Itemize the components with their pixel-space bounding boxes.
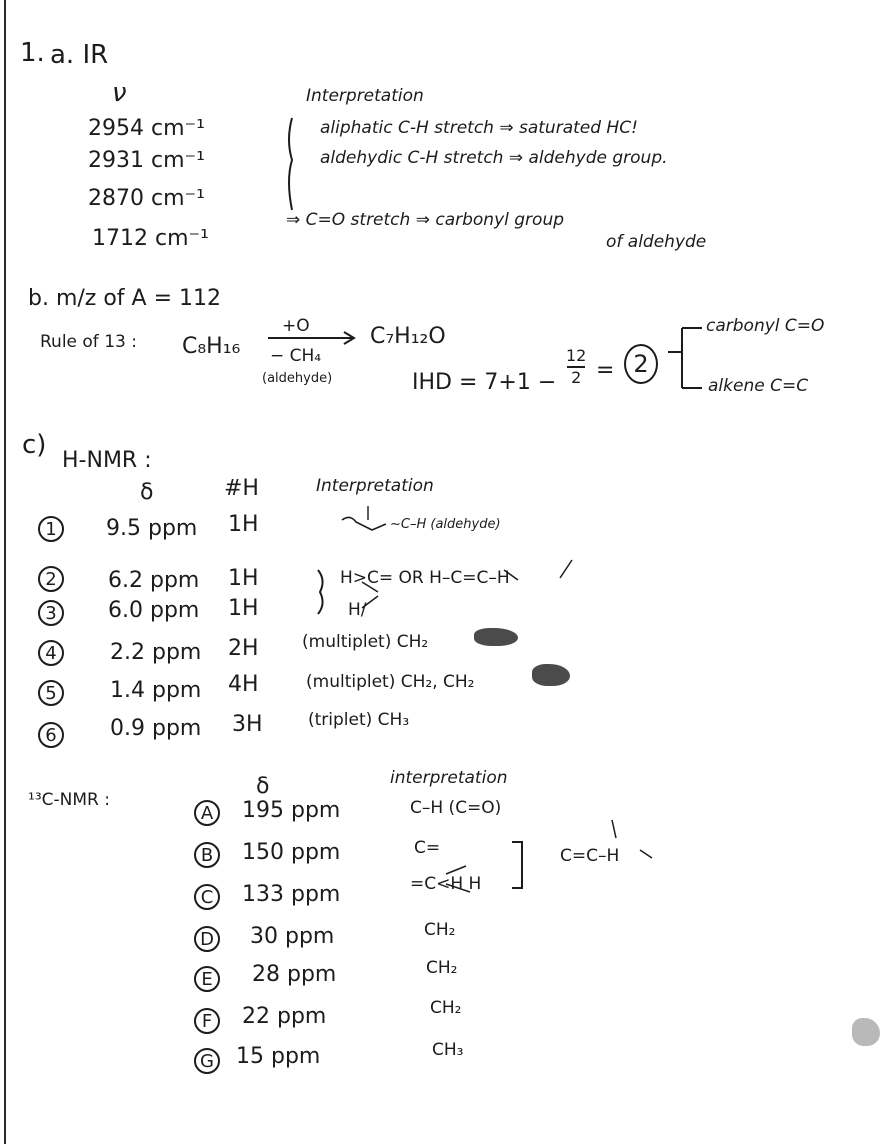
scribble-mark bbox=[474, 628, 518, 646]
arrow-top-label: +O bbox=[282, 316, 310, 336]
ir-interp-heading: Interpretation bbox=[306, 86, 424, 106]
ihd-fraction-num: 12 bbox=[566, 346, 587, 365]
hnmr-row-id: 6 bbox=[38, 722, 64, 748]
ir-interp-line: ⇒ C=O stretch ⇒ carbonyl group bbox=[286, 210, 565, 230]
hnmr-row-id: 5 bbox=[38, 680, 64, 706]
vinyl-sketch-2 bbox=[504, 560, 572, 580]
hnmr-ppm: 6.0 ppm bbox=[108, 598, 200, 623]
ir-peak: 2954 cm⁻¹ bbox=[88, 116, 205, 141]
part-c-label: c) bbox=[22, 430, 47, 460]
arrow-note: (aldehyde) bbox=[262, 371, 333, 386]
hnmr-interp: (multiplet) CH₂, CH₂ bbox=[306, 672, 475, 692]
ihd-branch bbox=[668, 328, 702, 388]
part-a-label: a. IR bbox=[50, 40, 109, 70]
hnmr-ppm: 6.2 ppm bbox=[108, 568, 200, 593]
c13-row-id: D bbox=[194, 926, 220, 952]
page-smudge bbox=[852, 1018, 880, 1046]
hnmr-col-delta: δ bbox=[140, 480, 154, 505]
hnmr-col-interp: Interpretation bbox=[316, 476, 434, 496]
nu-symbol: ν bbox=[112, 78, 127, 108]
c13-ppm: 15 ppm bbox=[236, 1044, 321, 1069]
ihd-equals: = bbox=[596, 358, 615, 383]
ir-interp-line: aldehydic C-H stretch ⇒ aldehyde group. bbox=[320, 148, 668, 168]
hnmr-row-id: 3 bbox=[38, 600, 64, 626]
hnmr-row-id: 2 bbox=[38, 566, 64, 592]
c13-row-id: E bbox=[194, 966, 220, 992]
hnmr-brace bbox=[318, 570, 323, 614]
c13-bracket bbox=[512, 842, 522, 888]
hnmr-ppm: 2.2 ppm bbox=[110, 640, 202, 665]
ir-interp-line: of aldehyde bbox=[606, 232, 707, 252]
c13-col-delta: δ bbox=[256, 774, 270, 799]
c13-row-id: G bbox=[194, 1048, 220, 1074]
group-alkene: alkene C=C bbox=[708, 376, 809, 396]
ihd-text: IHD = 7+1 − bbox=[412, 370, 557, 395]
c13-col-interp: interpretation bbox=[390, 768, 508, 788]
c13-interp: C–H (C=O) bbox=[410, 798, 502, 818]
c13-ppm: 30 ppm bbox=[250, 924, 335, 949]
mz-line: b. m/z of A = 112 bbox=[28, 286, 221, 311]
c13-row-id: C bbox=[194, 884, 220, 910]
aldehyde-sketch bbox=[342, 517, 386, 530]
hnmr-ppm: 1.4 ppm bbox=[110, 678, 202, 703]
c13-title: ¹³C-NMR : bbox=[28, 790, 110, 810]
ir-peak: 1712 cm⁻¹ bbox=[92, 226, 209, 251]
c13-row-id: F bbox=[194, 1008, 220, 1034]
c13-interp: =C<H H bbox=[410, 874, 482, 894]
ir-peak: 2931 cm⁻¹ bbox=[88, 148, 205, 173]
hnmr-h: 3H bbox=[232, 712, 263, 737]
hnmr-interp: (triplet) CH₃ bbox=[308, 710, 410, 730]
c13-bracket-note: C=C–H bbox=[560, 846, 620, 866]
hnmr-col-h: #H bbox=[224, 476, 259, 501]
c13-ppm: 150 ppm bbox=[242, 840, 341, 865]
ir-peak: 2870 cm⁻¹ bbox=[88, 186, 205, 211]
hnmr-ppm: 9.5 ppm bbox=[106, 516, 198, 541]
hnmr-interp: (multiplet) CH₂ bbox=[302, 632, 429, 652]
formula-end: C₇H₁₂O bbox=[370, 324, 446, 349]
hnmr-h: 2H bbox=[228, 636, 259, 661]
arrow-bottom-label: − CH₄ bbox=[270, 346, 322, 366]
c13-ppm: 22 ppm bbox=[242, 1004, 327, 1029]
hnmr-title: H-NMR : bbox=[62, 448, 152, 473]
c13-interp: CH₂ bbox=[424, 920, 456, 940]
hnmr-interp: H>C= OR H–C=C–H bbox=[340, 568, 510, 588]
hnmr-h: 1H bbox=[228, 596, 259, 621]
hnmr-h: 4H bbox=[228, 672, 259, 697]
ihd-fraction bbox=[566, 348, 586, 386]
c13-ppm: 28 ppm bbox=[252, 962, 337, 987]
hnmr-interp: H/ bbox=[348, 600, 367, 620]
c13-row-id: A bbox=[194, 800, 220, 826]
scribble-mark bbox=[532, 664, 570, 686]
c13-ppm: 195 ppm bbox=[242, 798, 341, 823]
c13-interp: C= bbox=[414, 838, 441, 858]
c13-row-id: B bbox=[194, 842, 220, 868]
c13-ppm: 133 ppm bbox=[242, 882, 341, 907]
hnmr-ppm: 0.9 ppm bbox=[110, 716, 202, 741]
hnmr-row-id: 4 bbox=[38, 640, 64, 666]
ir-brace bbox=[289, 118, 292, 210]
rule-of-13-label: Rule of 13 : bbox=[40, 332, 137, 352]
c13-interp: CH₂ bbox=[430, 998, 462, 1018]
formula-start: C₈H₁₆ bbox=[182, 334, 241, 359]
question-number: 1. bbox=[20, 38, 45, 68]
ihd-fraction-den: 2 bbox=[571, 367, 582, 387]
hnmr-interp: ~C–H (aldehyde) bbox=[390, 517, 501, 532]
ir-interp-line: aliphatic C-H stretch ⇒ saturated HC! bbox=[320, 118, 638, 138]
group-carbonyl: carbonyl C=O bbox=[706, 316, 825, 336]
hnmr-h: 1H bbox=[228, 512, 259, 537]
c13-interp: CH₃ bbox=[432, 1040, 464, 1060]
ihd-value: 2 bbox=[624, 344, 658, 384]
hnmr-h: 1H bbox=[228, 566, 259, 591]
hnmr-row-id: 1 bbox=[38, 516, 64, 542]
c13-interp: CH₂ bbox=[426, 958, 458, 978]
